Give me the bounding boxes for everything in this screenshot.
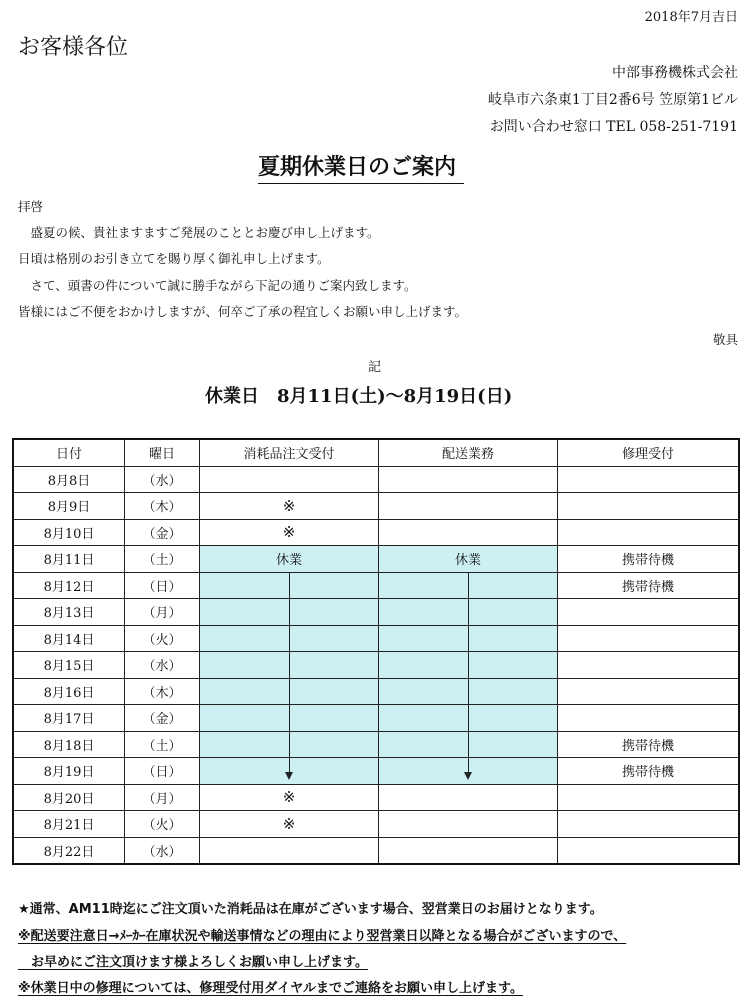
- cell-delivery: 休業: [379, 546, 558, 573]
- cell-date: 8月20日: [13, 784, 125, 811]
- table-row: [13, 466, 739, 493]
- cell-date: 8月21日: [13, 811, 125, 838]
- cell-dow: （日）: [125, 572, 200, 599]
- cell-date: 8月10日: [13, 519, 125, 546]
- contact-line: お問い合わせ窓口 TEL 058-251-7191: [489, 119, 738, 135]
- cell-repair: [558, 493, 740, 520]
- holiday-period: 休業日 8月11日(土)～8月19日(日): [205, 386, 513, 407]
- cell-repair: [558, 705, 740, 732]
- greeting: 拝啓: [18, 199, 44, 214]
- body-line-3: さて、頭書の件について誠に勝手ながら下記の通りご案内致します。: [18, 278, 417, 293]
- cell-repair: 携帯待機: [558, 572, 740, 599]
- arrow-down-icon: [285, 772, 293, 780]
- arrow-down-icon: [464, 772, 472, 780]
- cell-dow: （月）: [125, 784, 200, 811]
- cell-date: 8月8日: [13, 466, 125, 493]
- cell-repair: [558, 625, 740, 652]
- ki-heading: 記: [368, 360, 382, 375]
- cell-dow: （土）: [125, 731, 200, 758]
- header-date: 日付: [13, 439, 125, 466]
- header-repair: 修理受付: [558, 439, 740, 466]
- arrow-line: [468, 572, 469, 774]
- note-1: ★通常、AM11時迄にご注文頂いた消耗品は在庫がございます場合、翌営業日のお届けとなります。: [18, 902, 603, 917]
- cell-date: 8月9日: [13, 493, 125, 520]
- cell-consumables: ※: [200, 811, 379, 838]
- body-line-2: 日頃は格別のお引き立てを賜り厚く御礼申し上げます。: [18, 251, 330, 266]
- cell-repair: 携帯待機: [558, 731, 740, 758]
- cell-consumables: ※: [200, 519, 379, 546]
- cell-repair: [558, 519, 740, 546]
- table-row: [13, 705, 739, 732]
- body-line-4: 皆様にはご不便をおかけしますが、何卒ご了承の程宜しくお願い申し上げます。: [18, 304, 468, 319]
- cell-dow: （日）: [125, 758, 200, 785]
- cell-consumables: [200, 837, 379, 864]
- schedule-table: [12, 438, 740, 865]
- cell-repair: 携帯待機: [558, 758, 740, 785]
- cell-dow: （火）: [125, 625, 200, 652]
- table-header-row: [13, 439, 739, 466]
- arrow-line: [289, 572, 290, 774]
- note-4: ※休業日中の修理については、修理受付用ダイヤルまでご連絡をお願い申し上げます。: [18, 981, 523, 996]
- table-row: [13, 837, 739, 864]
- table-row: [13, 731, 739, 758]
- closing: 敬具: [712, 332, 738, 347]
- table-row: [13, 625, 739, 652]
- cell-dow: （火）: [125, 811, 200, 838]
- cell-dow: （水）: [125, 466, 200, 493]
- header-dow: 曜日: [125, 439, 200, 466]
- cell-delivery: [379, 784, 558, 811]
- notice-date: 2018年7月吉日: [644, 10, 738, 25]
- note-2: ※配送要注意日→ﾒｰｶｰ在庫状況や輸送事情などの理由により翌営業日以降となる場合がございますので、: [18, 929, 627, 944]
- company-address: 岐阜市六条東1丁目2番6号 笠原第1ビル: [487, 92, 738, 108]
- cell-date: 8月14日: [13, 625, 125, 652]
- table-row: [13, 811, 739, 838]
- table-row: [13, 678, 739, 705]
- cell-dow: （土）: [125, 546, 200, 573]
- cell-date: 8月15日: [13, 652, 125, 679]
- cell-repair: [558, 466, 740, 493]
- header-delivery: 配送業務: [379, 439, 558, 466]
- schedule-body: [13, 466, 739, 864]
- table-row: [13, 572, 739, 599]
- cell-consumables: 休業: [200, 546, 379, 573]
- cell-consumables: ※: [200, 784, 379, 811]
- cell-repair: [558, 811, 740, 838]
- salutation: お客様各位: [18, 35, 129, 60]
- cell-delivery: [379, 466, 558, 493]
- header-consumables: 消耗品注文受付: [200, 439, 379, 466]
- table-row: [13, 519, 739, 546]
- cell-dow: （月）: [125, 599, 200, 626]
- cell-delivery: [379, 519, 558, 546]
- table-row: [13, 784, 739, 811]
- cell-date: 8月11日: [13, 546, 125, 573]
- table-row: [13, 546, 739, 573]
- cell-delivery: [379, 811, 558, 838]
- cell-date: 8月13日: [13, 599, 125, 626]
- table-row: [13, 493, 739, 520]
- cell-repair: [558, 652, 740, 679]
- cell-repair: [558, 678, 740, 705]
- body-line-1: 盛夏の候、貴社ますますご発展のこととお慶び申し上げます。: [18, 225, 380, 240]
- cell-consumables: ※: [200, 493, 379, 520]
- table-row: [13, 758, 739, 785]
- cell-dow: （金）: [125, 519, 200, 546]
- cell-delivery: [379, 493, 558, 520]
- cell-repair: [558, 599, 740, 626]
- note-3: お早めにご注文頂けます様よろしくお願い申し上げます。: [18, 955, 368, 970]
- company-name: 中部事務機株式会社: [612, 65, 738, 81]
- cell-delivery: [379, 837, 558, 864]
- cell-dow: （木）: [125, 493, 200, 520]
- cell-date: 8月18日: [13, 731, 125, 758]
- cell-dow: （木）: [125, 678, 200, 705]
- cell-date: 8月17日: [13, 705, 125, 732]
- cell-date: 8月16日: [13, 678, 125, 705]
- cell-repair: 携帯待機: [558, 546, 740, 573]
- cell-repair: [558, 837, 740, 864]
- page-title: 夏期休業日のご案内: [258, 150, 464, 184]
- cell-dow: （水）: [125, 652, 200, 679]
- cell-repair: [558, 784, 740, 811]
- table-row: [13, 599, 739, 626]
- cell-consumables: [200, 466, 379, 493]
- cell-dow: （金）: [125, 705, 200, 732]
- cell-date: 8月12日: [13, 572, 125, 599]
- cell-date: 8月19日: [13, 758, 125, 785]
- cell-dow: （水）: [125, 837, 200, 864]
- table-row: [13, 652, 739, 679]
- cell-date: 8月22日: [13, 837, 125, 864]
